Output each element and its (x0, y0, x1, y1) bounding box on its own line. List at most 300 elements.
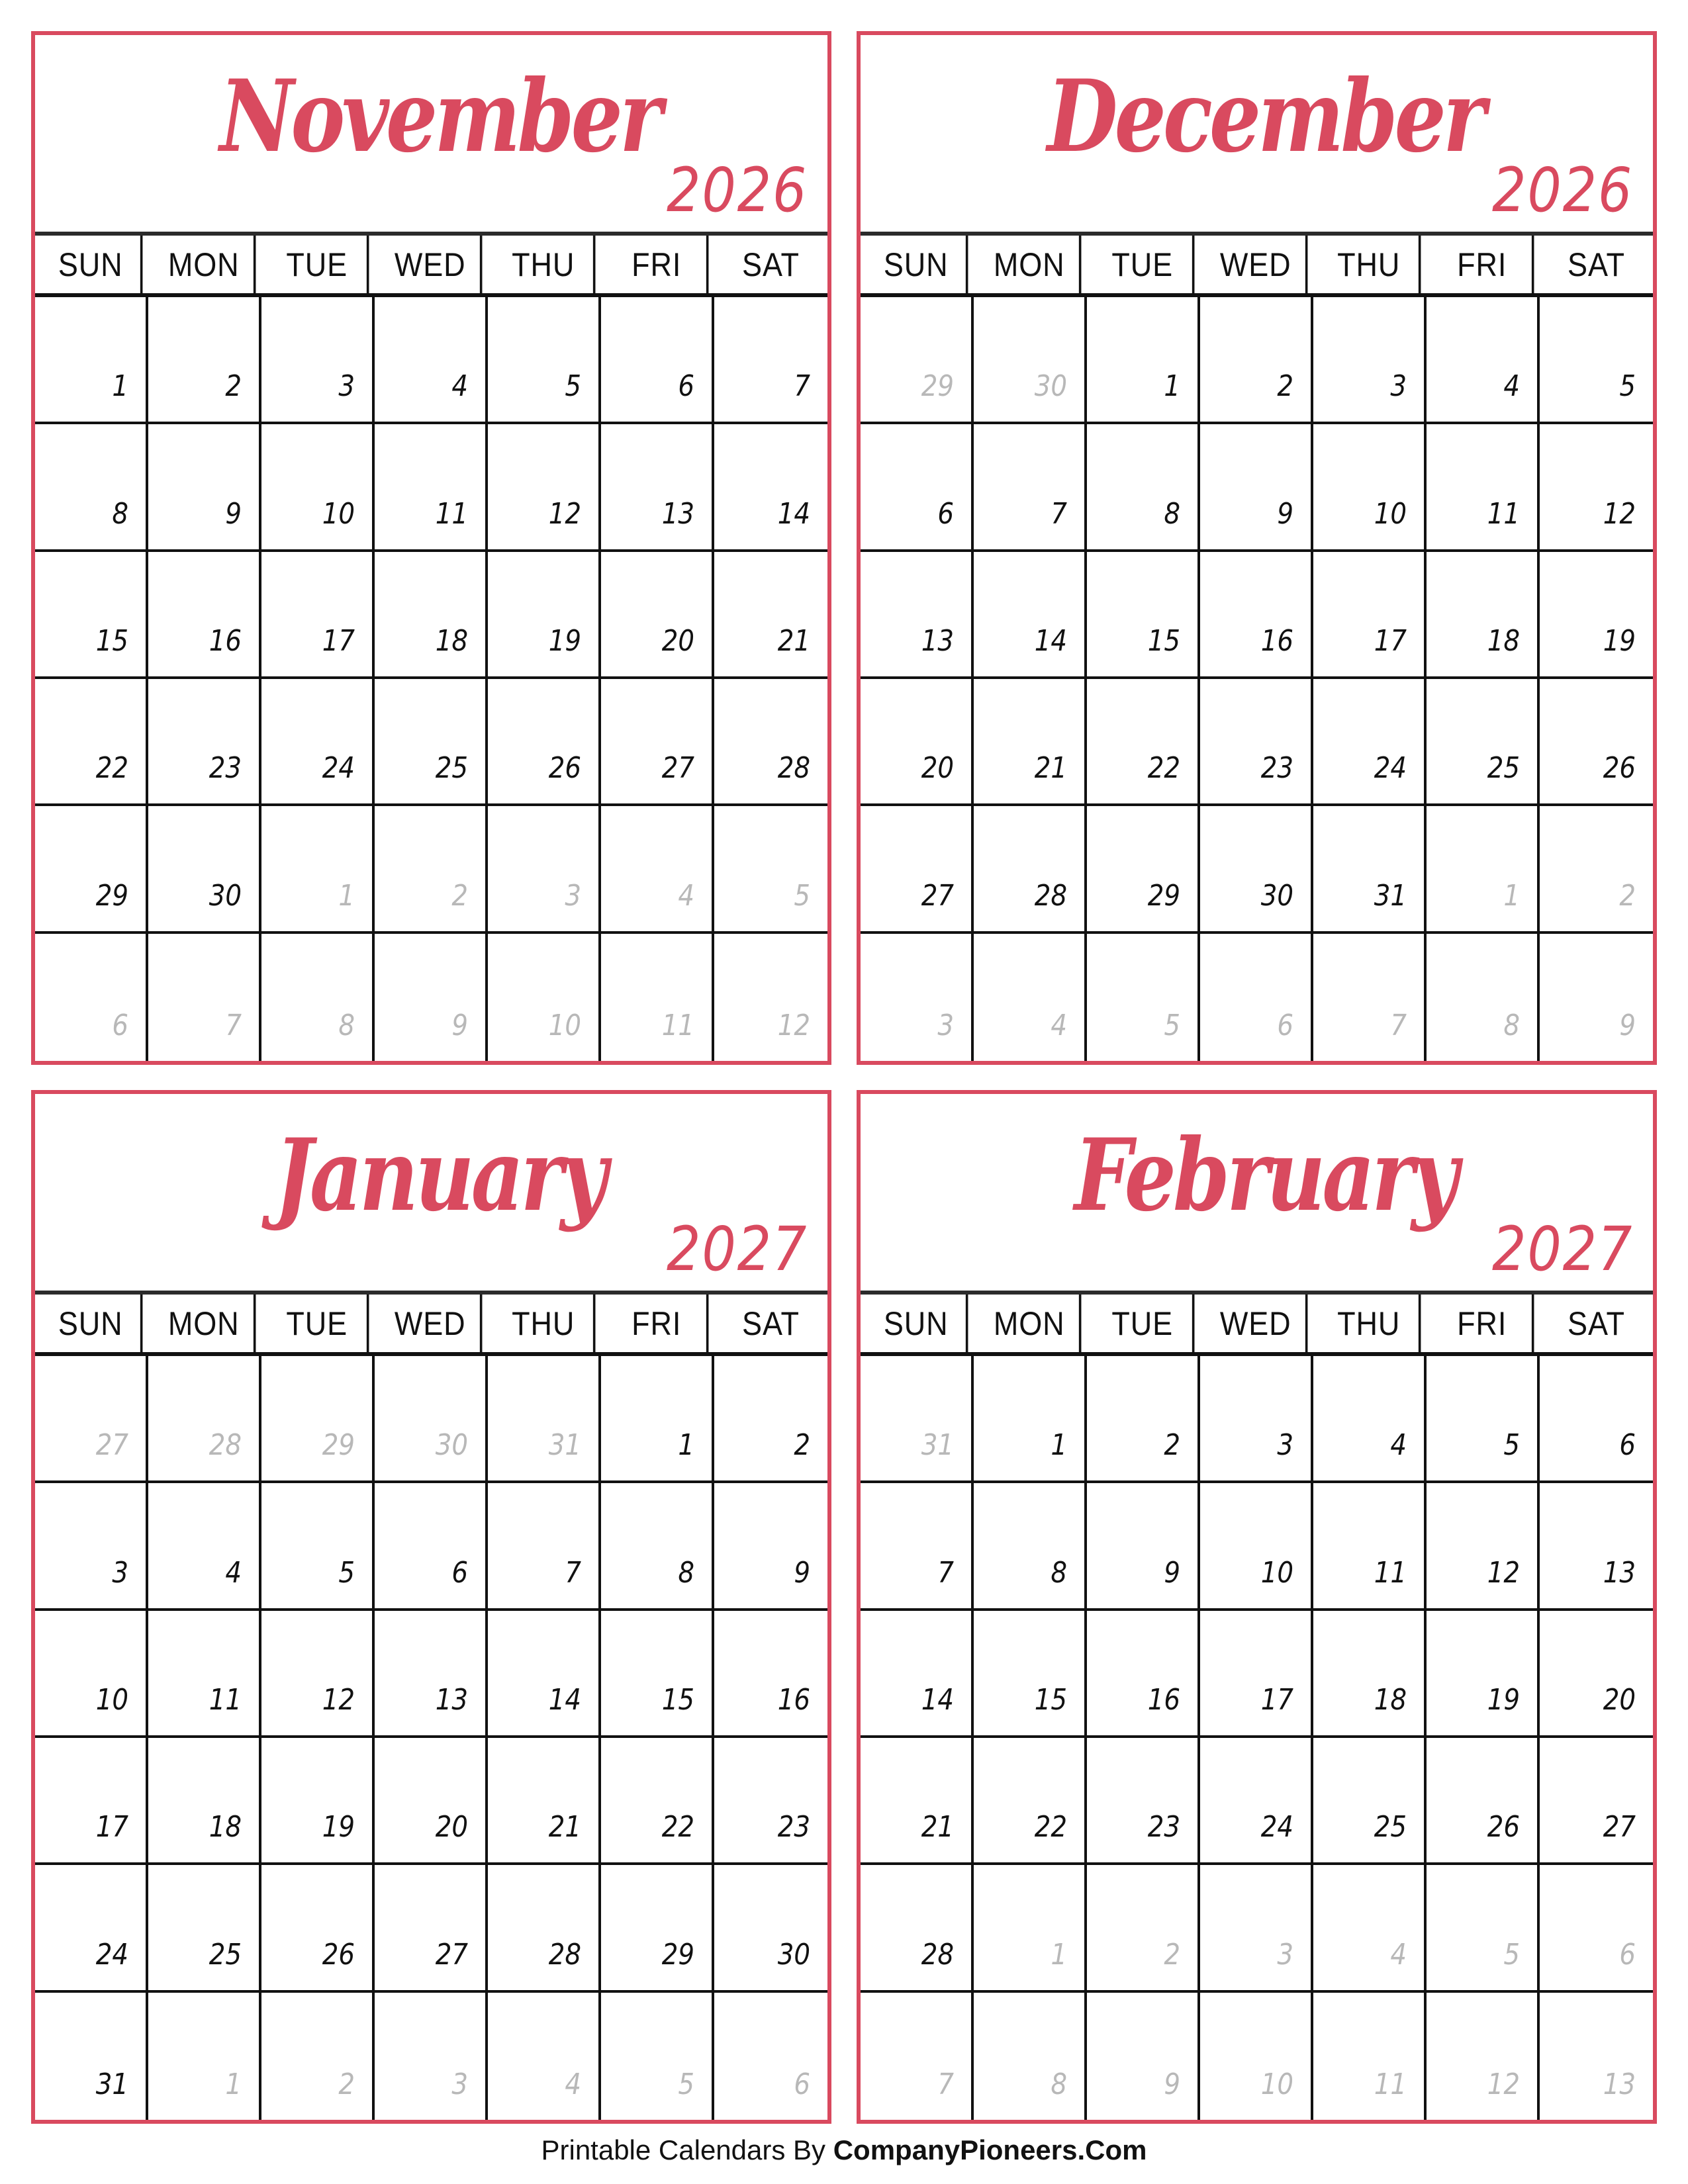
day-number: 20 (921, 751, 954, 786)
day-cell (1540, 1483, 1653, 1608)
day-number: 18 (209, 1810, 242, 1844)
day-number: 29 (95, 878, 128, 913)
day-cell (1313, 806, 1427, 931)
day-cell (375, 1865, 488, 1989)
day-cell (261, 424, 375, 549)
day-number: 8 (1051, 2067, 1067, 2101)
day-cell (1087, 679, 1200, 803)
day-cell (601, 679, 714, 803)
day-cell-adjacent-month (974, 934, 1087, 1061)
footer-prefix: Printable Calendars By (541, 2134, 833, 2165)
day-cell (35, 1993, 148, 2120)
day-number: 5 (1503, 1937, 1520, 1972)
day-cell (1087, 1738, 1200, 1862)
weekday-label: MON (154, 236, 256, 293)
week-row (861, 1993, 1653, 2120)
day-cell (1087, 1483, 1200, 1608)
day-cell (601, 297, 714, 422)
day-cell-adjacent-month (1540, 934, 1653, 1061)
day-cell-adjacent-month (974, 1993, 1087, 2120)
day-cell (601, 552, 714, 676)
day-number: 3 (937, 1008, 954, 1042)
day-cell (974, 679, 1087, 803)
day-number: 21 (921, 1810, 954, 1844)
day-number: 21 (1034, 751, 1067, 786)
day-number: 3 (338, 369, 355, 404)
weeks-grid (35, 297, 827, 1061)
day-number: 6 (1619, 1937, 1636, 1972)
footer-brand-link[interactable]: CompanyPioneers.Com (833, 2134, 1147, 2165)
weekday-label: THU (1319, 236, 1421, 293)
day-number: 5 (1164, 1008, 1180, 1042)
day-cell (261, 297, 375, 422)
day-cell (974, 552, 1087, 676)
day-cell (1200, 1738, 1313, 1862)
day-number: 20 (661, 623, 694, 658)
day-cell (1313, 1611, 1427, 1735)
day-number: 9 (794, 1555, 810, 1590)
day-cell-adjacent-month (261, 1993, 375, 2120)
day-cell-adjacent-month (1427, 1865, 1540, 1989)
week-row (35, 297, 827, 424)
day-number: 10 (322, 496, 355, 531)
day-cell (1200, 424, 1313, 549)
day-number: 1 (1051, 1937, 1067, 1972)
day-cell-adjacent-month (861, 1356, 974, 1480)
day-cell-adjacent-month (1427, 1993, 1540, 2120)
day-number: 4 (565, 2067, 581, 2101)
weekday-label: WED (1206, 236, 1308, 293)
day-number: 8 (1503, 1008, 1520, 1042)
day-number: 30 (209, 878, 242, 913)
day-number: 21 (777, 623, 810, 658)
day-number: 18 (435, 623, 468, 658)
day-cell (1200, 552, 1313, 676)
weekday-label: THU (1319, 1295, 1421, 1352)
day-number: 31 (921, 1428, 954, 1463)
weekday-label: SUN (867, 1295, 968, 1352)
day-number: 15 (95, 623, 128, 658)
day-cell (861, 424, 974, 549)
day-cell (488, 424, 601, 549)
day-cell-adjacent-month (1087, 1993, 1200, 2120)
day-number: 26 (322, 1937, 355, 1972)
weekday-label: TUE (1093, 236, 1195, 293)
day-cell-adjacent-month (861, 934, 974, 1061)
day-number: 10 (1260, 2067, 1293, 2101)
day-cell (1313, 1738, 1427, 1862)
calendar-january-2027 (31, 1090, 831, 2124)
weekday-label: WED (381, 1295, 483, 1352)
day-cell (1313, 297, 1427, 422)
year-label: 2026 (666, 155, 808, 226)
day-cell (488, 1483, 601, 1608)
month-title: December (1047, 58, 1483, 175)
day-cell (714, 1865, 827, 1989)
year-label: 2026 (1491, 155, 1633, 226)
day-number: 14 (921, 1682, 954, 1717)
day-number: 3 (451, 2067, 468, 2101)
weekday-label: SAT (1568, 246, 1625, 283)
day-cell (1200, 1611, 1313, 1735)
day-cell-adjacent-month (148, 1356, 261, 1480)
day-number: 3 (1277, 1937, 1293, 1972)
day-cell (714, 1483, 827, 1608)
day-number: 10 (1374, 496, 1407, 531)
day-number: 9 (1164, 2067, 1180, 2101)
week-row (861, 1865, 1653, 1992)
day-number: 2 (1277, 369, 1293, 404)
day-number: 31 (1374, 878, 1407, 913)
day-cell (35, 1738, 148, 1862)
day-cell (974, 1611, 1087, 1735)
day-number: 25 (209, 1937, 242, 1972)
day-number: 7 (937, 1555, 954, 1590)
day-cell (974, 424, 1087, 549)
day-cell (714, 1611, 827, 1735)
day-number: 13 (1603, 1555, 1636, 1590)
day-number: 19 (322, 1810, 355, 1844)
day-cell-adjacent-month (974, 1865, 1087, 1989)
weekday-label: TUE (1093, 1295, 1195, 1352)
year-label: 2027 (666, 1214, 808, 1285)
day-number: 13 (661, 496, 694, 531)
day-cell (1313, 552, 1427, 676)
day-number: 7 (565, 1555, 581, 1590)
day-number: 22 (1147, 751, 1180, 786)
week-row (861, 934, 1653, 1061)
weekday-label: MON (154, 1295, 256, 1352)
week-row (861, 297, 1653, 424)
weekday-header-row (861, 236, 1653, 297)
day-number: 27 (921, 878, 954, 913)
day-cell (1427, 1356, 1540, 1480)
week-row (861, 1483, 1653, 1610)
day-cell-adjacent-month (1087, 934, 1200, 1061)
day-cell-adjacent-month (375, 934, 488, 1061)
day-number: 11 (435, 496, 468, 531)
day-cell-adjacent-month (714, 934, 827, 1061)
week-row (35, 1865, 827, 1992)
day-cell (1427, 679, 1540, 803)
day-cell (1313, 1356, 1427, 1480)
day-number: 14 (548, 1682, 581, 1717)
day-cell (1427, 1738, 1540, 1862)
day-cell (1540, 1738, 1653, 1862)
day-cell (1427, 297, 1540, 422)
day-cell-adjacent-month (1200, 934, 1313, 1061)
day-number: 1 (678, 1428, 694, 1463)
day-number: 23 (777, 1810, 810, 1844)
weekday-header-row (861, 1295, 1653, 1356)
day-number: 21 (548, 1810, 581, 1844)
day-cell (148, 1483, 261, 1608)
day-cell-adjacent-month (1540, 1993, 1653, 2120)
day-cell (375, 1611, 488, 1735)
day-number: 4 (1503, 369, 1520, 404)
day-number: 28 (921, 1937, 954, 1972)
day-number: 18 (1487, 623, 1520, 658)
calendar-november-2026 (31, 31, 831, 1065)
day-number: 26 (1603, 751, 1636, 786)
week-row (35, 424, 827, 551)
day-number: 11 (1374, 1555, 1407, 1590)
weeks-grid (861, 1356, 1653, 2120)
day-cell (714, 297, 827, 422)
week-row (35, 1738, 827, 1865)
day-number: 10 (1260, 1555, 1293, 1590)
day-cell (861, 552, 974, 676)
day-cell (1200, 1483, 1313, 1608)
calendar-december-2026 (857, 31, 1657, 1065)
day-cell-adjacent-month (488, 1356, 601, 1480)
day-cell (601, 1611, 714, 1735)
day-cell-adjacent-month (488, 934, 601, 1061)
day-number: 12 (1487, 2067, 1520, 2101)
day-number: 10 (548, 1008, 581, 1042)
day-cell-adjacent-month (35, 934, 148, 1061)
day-cell (488, 1738, 601, 1862)
day-number: 3 (112, 1555, 128, 1590)
week-row (861, 1611, 1653, 1738)
day-cell (1427, 1483, 1540, 1608)
day-cell (1313, 1483, 1427, 1608)
day-cell (35, 806, 148, 931)
day-cell (601, 424, 714, 549)
day-number: 4 (225, 1555, 242, 1590)
day-number: 17 (95, 1810, 128, 1844)
day-number: 4 (1390, 1428, 1407, 1463)
day-number: 29 (322, 1428, 355, 1463)
day-cell (1313, 424, 1427, 549)
calendar-header (861, 35, 1653, 236)
day-cell (1200, 806, 1313, 931)
day-cell (714, 1356, 827, 1480)
day-number: 1 (1164, 369, 1180, 404)
day-number: 5 (678, 2067, 694, 2101)
day-cell (1087, 552, 1200, 676)
weekday-label: SUN (867, 236, 968, 293)
day-cell-adjacent-month (1200, 1865, 1313, 1989)
day-number: 15 (661, 1682, 694, 1717)
day-number: 24 (1260, 1810, 1293, 1844)
day-number: 5 (338, 1555, 355, 1590)
day-number: 9 (1277, 496, 1293, 531)
day-cell-adjacent-month (261, 1356, 375, 1480)
week-row (35, 1993, 827, 2120)
weekday-label: FRI (607, 1295, 709, 1352)
day-cell (1540, 679, 1653, 803)
day-cell-adjacent-month (1087, 1865, 1200, 1989)
day-cell (488, 679, 601, 803)
day-cell-adjacent-month (375, 806, 488, 931)
calendar-header (861, 1094, 1653, 1295)
day-cell (861, 1738, 974, 1862)
day-number: 2 (794, 1428, 810, 1463)
day-number: 9 (225, 496, 242, 531)
day-number: 27 (661, 751, 694, 786)
day-number: 20 (1603, 1682, 1636, 1717)
day-number: 3 (1277, 1428, 1293, 1463)
day-cell (1200, 1356, 1313, 1480)
day-cell (1540, 297, 1653, 422)
day-number: 6 (678, 369, 694, 404)
day-number: 8 (1164, 496, 1180, 531)
weekday-label: TUE (267, 236, 369, 293)
day-number: 2 (451, 878, 468, 913)
day-cell (1087, 806, 1200, 931)
day-cell (601, 1356, 714, 1480)
day-cell-adjacent-month (488, 806, 601, 931)
day-number: 16 (209, 623, 242, 658)
week-row (35, 1483, 827, 1610)
day-cell (261, 1611, 375, 1735)
day-cell (861, 679, 974, 803)
day-number: 25 (435, 751, 468, 786)
day-cell (1087, 1611, 1200, 1735)
day-cell (261, 1865, 375, 1989)
day-number: 2 (1619, 878, 1636, 913)
day-number: 11 (1374, 2067, 1407, 2101)
day-cell (35, 424, 148, 549)
weekday-label: THU (494, 1295, 596, 1352)
day-cell (488, 552, 601, 676)
day-number: 2 (1164, 1428, 1180, 1463)
day-number: 3 (565, 878, 581, 913)
week-row (861, 806, 1653, 933)
day-cell (148, 424, 261, 549)
day-cell (148, 1865, 261, 1989)
day-number: 17 (1260, 1682, 1293, 1717)
day-number: 4 (1390, 1937, 1407, 1972)
day-cell (974, 806, 1087, 931)
day-number: 28 (777, 751, 810, 786)
day-cell (1540, 424, 1653, 549)
day-number: 2 (1164, 1937, 1180, 1972)
day-number: 6 (112, 1008, 128, 1042)
day-number: 27 (435, 1937, 468, 1972)
day-number: 1 (225, 2067, 242, 2101)
day-cell (974, 1483, 1087, 1608)
day-number: 7 (794, 369, 810, 404)
day-cell (375, 1738, 488, 1862)
weekday-label: SAT (742, 1304, 800, 1342)
week-row (35, 552, 827, 679)
day-number: 24 (322, 751, 355, 786)
day-cell-adjacent-month (601, 806, 714, 931)
day-number: 30 (777, 1937, 810, 1972)
day-number: 8 (112, 496, 128, 531)
day-cell (35, 1865, 148, 1989)
day-cell (35, 297, 148, 422)
day-cell (488, 1865, 601, 1989)
day-cell (261, 1483, 375, 1608)
day-number: 11 (209, 1682, 242, 1717)
day-cell-adjacent-month (375, 1993, 488, 2120)
day-number: 26 (548, 751, 581, 786)
month-title: January (274, 1117, 604, 1234)
calendar-header (35, 35, 827, 236)
day-cell-adjacent-month (1313, 1993, 1427, 2120)
day-number: 6 (794, 2067, 810, 2101)
day-number: 25 (1487, 751, 1520, 786)
day-number: 19 (548, 623, 581, 658)
day-number: 2 (225, 369, 242, 404)
weekday-label: SUN (41, 236, 143, 293)
weekday-label: FRI (1432, 1295, 1534, 1352)
day-number: 12 (322, 1682, 355, 1717)
week-row (35, 1356, 827, 1483)
day-cell-adjacent-month (148, 1993, 261, 2120)
day-number: 1 (338, 878, 355, 913)
day-number: 4 (678, 878, 694, 913)
day-number: 7 (1390, 1008, 1407, 1042)
weekday-label: FRI (1432, 236, 1534, 293)
day-cell (1087, 297, 1200, 422)
day-cell (1200, 679, 1313, 803)
day-cell (148, 297, 261, 422)
day-cell (1313, 679, 1427, 803)
day-cell-adjacent-month (861, 297, 974, 422)
day-cell-adjacent-month (861, 1993, 974, 2120)
day-number: 8 (1051, 1555, 1067, 1590)
day-cell (861, 1611, 974, 1735)
weeks-grid (35, 1356, 827, 2120)
day-number: 17 (1374, 623, 1407, 658)
day-number: 19 (1487, 1682, 1520, 1717)
weekday-label: TUE (267, 1295, 369, 1352)
day-number: 12 (1487, 1555, 1520, 1590)
day-number: 9 (1619, 1008, 1636, 1042)
day-number: 30 (1260, 878, 1293, 913)
day-number: 29 (1147, 878, 1180, 913)
day-number: 16 (777, 1682, 810, 1717)
day-number: 23 (1147, 1810, 1180, 1844)
footer-credit (0, 2132, 1688, 2168)
day-number: 6 (1619, 1428, 1636, 1463)
day-cell (35, 679, 148, 803)
day-cell (861, 806, 974, 931)
day-number: 10 (95, 1682, 128, 1717)
week-row (861, 424, 1653, 551)
day-cell (1200, 297, 1313, 422)
day-number: 25 (1374, 1810, 1407, 1844)
day-number: 28 (209, 1428, 242, 1463)
day-cell-adjacent-month (714, 806, 827, 931)
day-number: 28 (1034, 878, 1067, 913)
day-cell (714, 679, 827, 803)
weekday-label: SAT (1568, 1304, 1625, 1342)
week-row (861, 679, 1653, 806)
day-number: 6 (937, 496, 954, 531)
day-cell (148, 679, 261, 803)
day-number: 4 (1051, 1008, 1067, 1042)
week-row (35, 1611, 827, 1738)
day-cell (601, 1738, 714, 1862)
day-cell (1427, 552, 1540, 676)
day-cell (601, 1483, 714, 1608)
week-row (861, 552, 1653, 679)
day-cell (488, 1611, 601, 1735)
day-number: 28 (548, 1937, 581, 1972)
day-number: 24 (95, 1937, 128, 1972)
day-number: 24 (1374, 751, 1407, 786)
day-number: 19 (1603, 623, 1636, 658)
day-cell (261, 679, 375, 803)
day-number: 8 (338, 1008, 355, 1042)
day-cell (974, 1356, 1087, 1480)
day-number: 6 (451, 1555, 468, 1590)
